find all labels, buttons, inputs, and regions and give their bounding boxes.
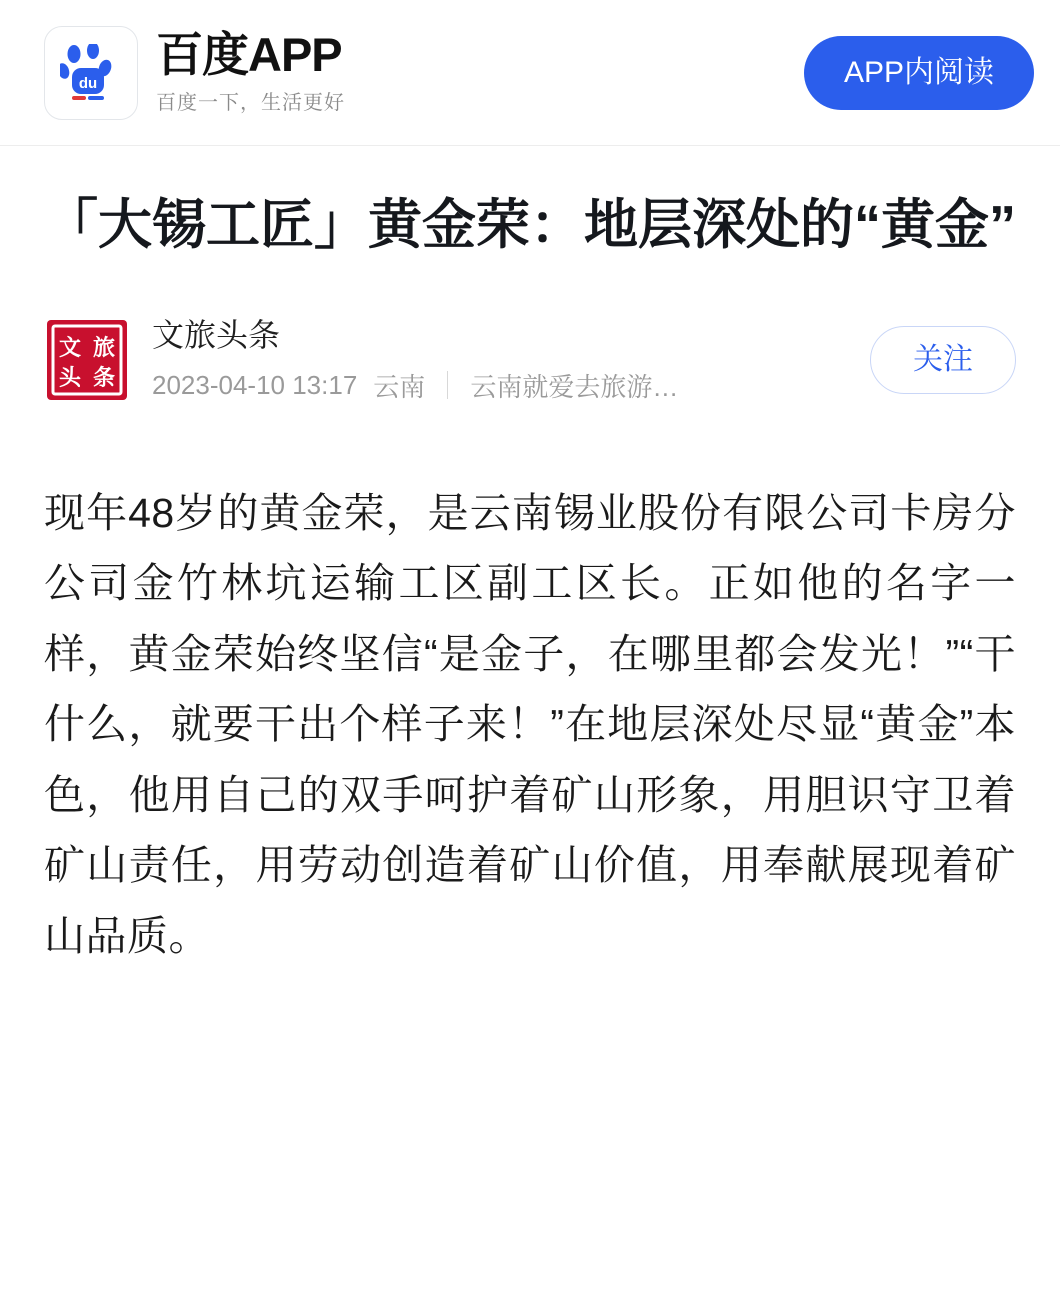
svg-text:旅: 旅 xyxy=(92,334,116,360)
svg-text:du: du xyxy=(78,74,98,92)
brand-subtitle: 百度一下，生活更好 xyxy=(156,92,345,115)
publish-time: 2023-04-10 13:17 xyxy=(152,369,358,400)
open-in-app-button[interactable]: APP内阅读 xyxy=(804,36,1034,110)
app-header xyxy=(0,0,1060,146)
author-name[interactable]: 文旅头条 xyxy=(152,317,281,354)
article-meta xyxy=(44,316,1016,403)
brand-text xyxy=(156,27,345,116)
avatar[interactable] xyxy=(44,317,130,403)
article-container xyxy=(0,146,1060,971)
baidu-logo-icon xyxy=(44,26,138,120)
article-paragraph: 现年48岁的黄金荣，是云南锡业股份有限公司卡房分公司金竹林坑运输工区副工区长。正如他的名字一样，黄金荣始终坚信“是金子，在哪里都会发光！”“干什么，就要干出个样子来！”在地层深处尽显“黄金”本色，他用自己的双手呵护着矿山形象，用胆识守卫着矿山责任，用劳动创造着矿山价值，用奉献展现着矿山品质。 xyxy=(44,489,1016,959)
author-info xyxy=(152,316,870,403)
article-tag[interactable]: 云南就爱去旅游… xyxy=(470,371,679,402)
publish-location: 云南 xyxy=(373,371,426,402)
follow-button[interactable]: 关注 xyxy=(870,326,1016,394)
svg-text:文: 文 xyxy=(58,334,82,360)
brand-title: 百度APP xyxy=(156,27,342,81)
svg-text:头: 头 xyxy=(58,364,82,390)
svg-text:条: 条 xyxy=(92,364,116,390)
baidu-brand[interactable] xyxy=(44,26,804,120)
page-title: 「大锡工匠」黄金荣：地层深处的“黄金” xyxy=(44,195,1016,255)
article-subline xyxy=(152,367,870,404)
meta-divider xyxy=(447,371,448,399)
